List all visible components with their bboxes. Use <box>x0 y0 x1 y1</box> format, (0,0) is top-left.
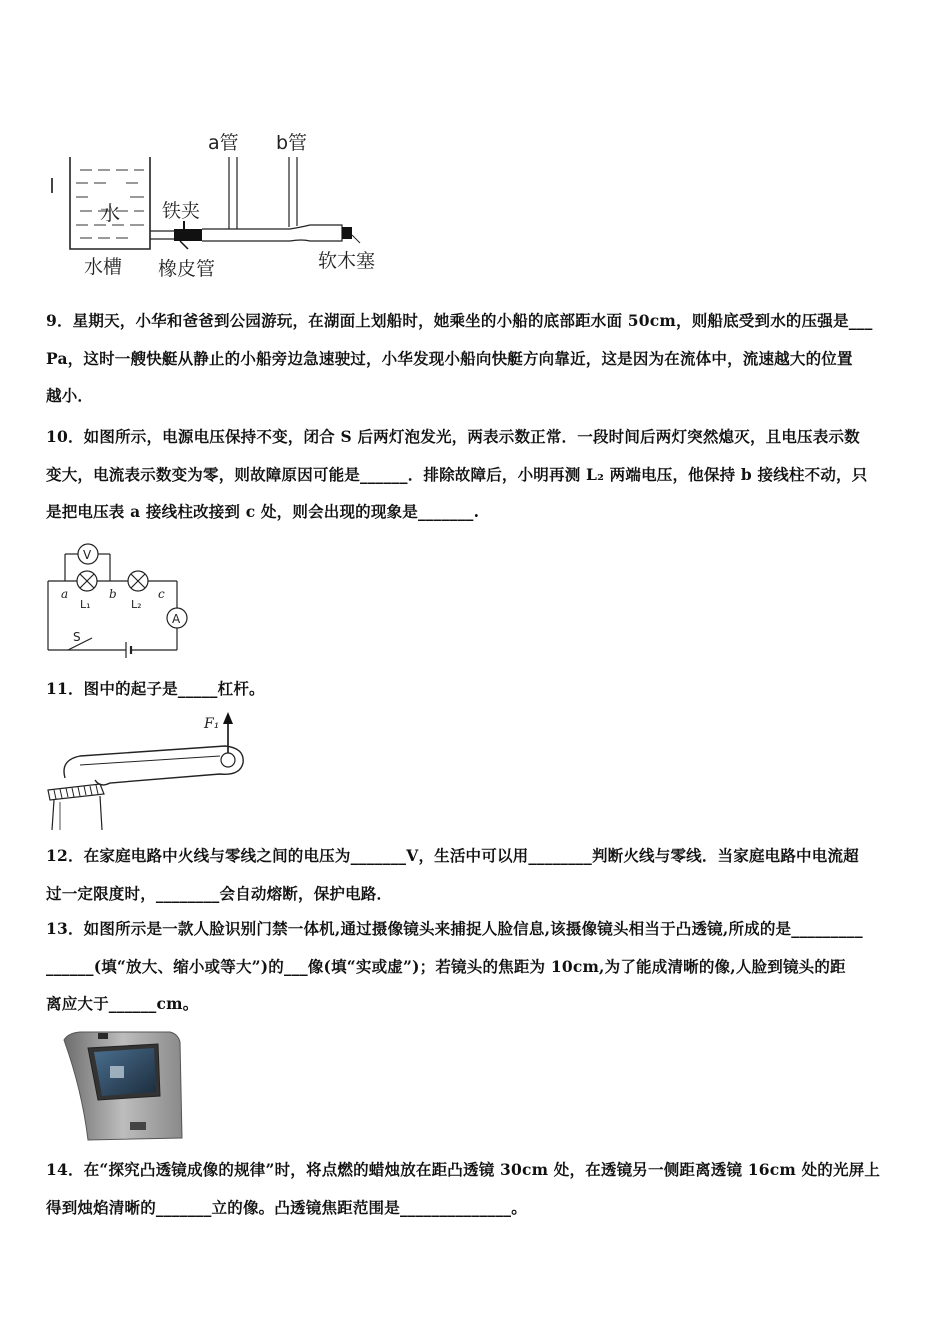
voltmeter-symbol: V <box>83 548 92 562</box>
switch-label: S <box>73 630 81 644</box>
label-rubber-tube: 橡皮管 <box>158 258 216 280</box>
ammeter-symbol: A <box>172 612 181 626</box>
q11-line-1: 11．图中的起子是_____杠杆。 <box>46 679 265 698</box>
q9-line-3: 越小． <box>46 386 94 405</box>
q9-line-2: Pa，这时一艘快艇从静止的小船旁边急速驶过，小华发现小船向快艇方向靠近，这是因为在流体中，流速越大的位置 <box>46 348 853 368</box>
q14-line-2: 得到烛焰清晰的_______立的像。凸透镜焦距范围是______________。 <box>46 1197 527 1217</box>
q13-line-1: 13．如图所示是一款人脸识别门禁一体机,通过摄像镜头来捕捉人脸信息,该摄像镜头相当于凸透镜,所成的是_________ <box>46 919 863 938</box>
q10-line-3: 是把电压表 a 接线柱改接到 c 处，则会出现的现象是_______. <box>46 502 480 521</box>
q12-line-2: 过一定限度时，________会自动熔断，保护电路． <box>46 883 393 903</box>
figure-circuit <box>40 538 200 663</box>
node-c-label: c <box>158 587 165 601</box>
node-a-label: a <box>61 587 69 601</box>
label-water: 水 <box>100 201 120 225</box>
label-b-tube: b管 <box>276 132 308 154</box>
question-9 <box>46 302 908 415</box>
question-14 <box>46 1151 908 1226</box>
force-label: F₁ <box>204 716 220 732</box>
q9-line-1: 9．星期天，小华和爸爸到公园游玩，在湖面上划船时，她乘坐的小船的底部距水面 50cm，则船底受到水的压强是___ <box>46 311 873 330</box>
lamp2-label: L₂ <box>131 598 142 611</box>
label-a-tube: a管 <box>208 132 239 154</box>
figure-bottle-opener <box>40 708 250 833</box>
question-11 <box>46 670 908 708</box>
question-12 <box>46 837 908 912</box>
q13-line-2: ______(填“放大、缩小或等大”)的___像(填“实或虚”)；若镜头的焦距为 10cm,为了能成清晰的像,人脸到镜头的距 <box>46 956 846 976</box>
q10-line-1: 10．如图所示，电源电压保持不变，闭合 S 后两灯泡发光，两表示数正常．一段时间后两灯突然熄灭，且电压表示数 <box>46 427 860 446</box>
cork <box>342 227 352 239</box>
question-13 <box>46 910 908 1023</box>
label-cork: 软木塞 <box>318 250 376 272</box>
camera-lens <box>98 1033 108 1039</box>
lamp1-label: L₁ <box>80 598 91 611</box>
machine-screen <box>94 1048 156 1096</box>
node-b-label: b <box>109 587 117 601</box>
question-10 <box>46 418 908 531</box>
q10-line-2: 变大，电流表示数变为零，则故障原因可能是______．排除故障后，小明再测 L₂ 两端电压，他保持 b 接线柱不动，只 <box>46 464 868 484</box>
figure-face-recognition-machine <box>58 1030 188 1145</box>
label-iron-clamp: 铁夹 <box>162 200 201 222</box>
rubber-tube <box>174 229 202 241</box>
q12-line-1: 12．在家庭电路中火线与零线之间的电压为_______V，生活中可以用________判断火线与零线．当家庭电路中电流超 <box>46 846 859 865</box>
figure-tubes-water-tank <box>40 125 410 285</box>
q14-line-1: 14．在“探究凸透镜成像的规律”时，将点燃的蜡烛放在距凸透镜 30cm 处，在透镜另一侧距离透镜 16cm 处的光屏上 <box>46 1160 881 1179</box>
q13-line-3: 离应大于______cm。 <box>46 994 199 1013</box>
label-water-tank: 水槽 <box>84 256 123 278</box>
